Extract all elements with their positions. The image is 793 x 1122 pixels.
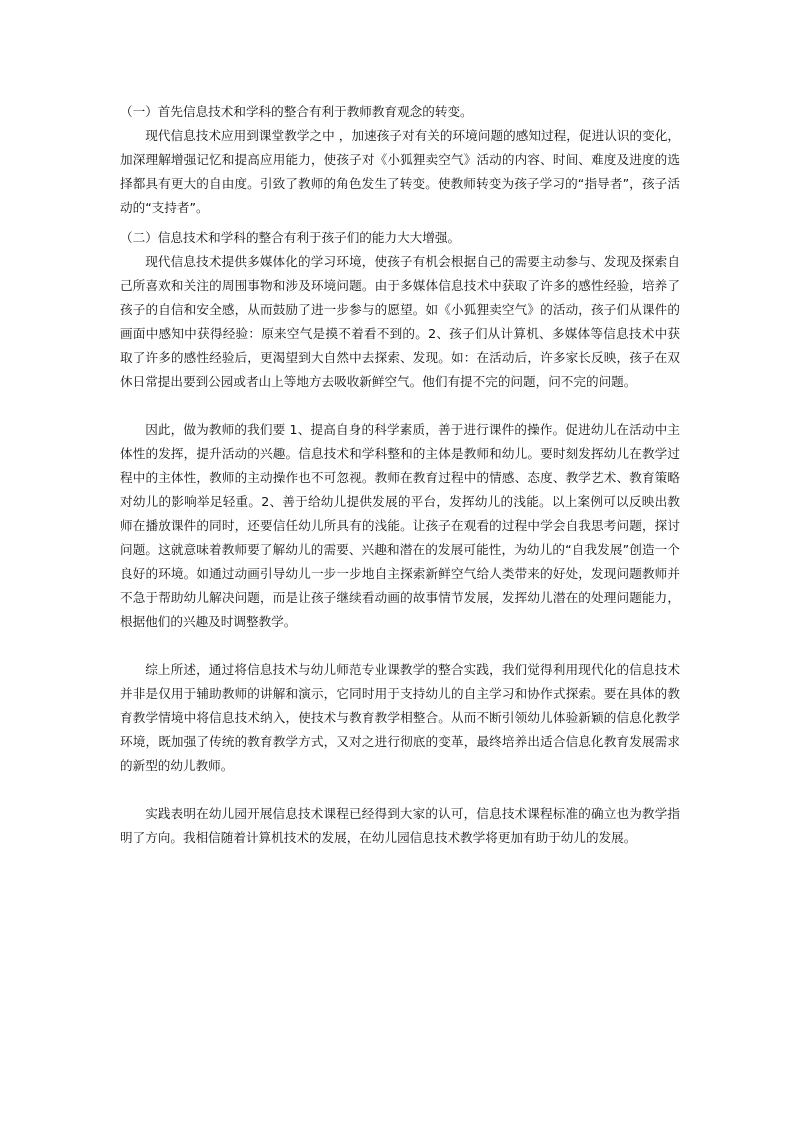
spacer (120, 634, 680, 658)
spacer (120, 778, 680, 802)
paragraph-summary: 综上所述，通过将信息技术与幼儿师范专业课教学的整合实践，我们觉得利用现代化的信息技术并非是仅用于辅助教师的讲解和演示，它同时用于支持幼儿的自主学习和协作式探索。要在具体的教育教学情境中将信息技术纳入，使技术与教育教学相整合。从而不断引领幼儿体验新颖的信息化教学环境，既加强了传统的教育教学方式，又对之进行彻底的变革，最终培养出适合信息化教育发展需求的新型的幼儿教师。 (120, 662, 680, 773)
document-body (120, 100, 680, 850)
section-heading-2: （二）信息技术和学科的整合有利于孩子们的能力大大增强。 (120, 230, 461, 245)
paragraph-conclusion: 实践表明在幼儿园开展信息技术课程已经得到大家的认可，信息技术课程标准的确立也为教学指明了方向。我相信随着计算机技术的发展，在幼儿园信息技术教学将更加有助于幼儿的发展。 (120, 806, 680, 845)
spacer (120, 394, 680, 418)
section-paragraph-1: 现代信息技术应用到课堂教学之中 ，加速孩子对有关的环境问题的感知过程，促进认识的变化，加深理解增强记忆和提高应用能力，使孩子对《小狐狸卖空气》活动的内容、时间、难度及进度的选择都具有更大的自由度。引致了教师的角色发生了转变。使教师转变为孩子学习的“指导者”，孩子活动的“支持者”。 (120, 128, 680, 215)
section-paragraph-2: 现代信息技术提供多媒体化的学习环境，使孩子有机会根据自己的需要主动参与、发现及探索自己所喜欢和关注的周围事物和涉及环境问题。由于多媒体信息技术中获取了许多的感性经验，培养了孩子的自信和安全感，从而鼓励了进一步参与的愿望。如《小狐狸卖空气》的活动，孩子们从课件的画面中感知中获得经验：原来空气是摸不着看不到的。2、孩子们从计算机、多媒体等信息技术中获取了许多的感性经验后，更渴望到大自然中去探索、发现。如：在活动后，许多家长反映，孩子在双休日常提出要到公园或者山上等地方去吸收新鲜空气。他们有提不完的问题，问不完的问题。 (120, 254, 680, 389)
section-heading-1: （一）首先信息技术和学科的整合有利于教师教育观念的转变。 (120, 104, 473, 119)
paragraph-therefore: 因此，做为教师的我们要 1、提高自身的科学素质，善于进行课件的操作。促进幼儿在活动中主体性的发挥，提升活动的兴趣。信息技术和学科整和的主体是教师和幼儿。要时刻发挥幼儿在教学过程中的主体性，教师的主动操作也不可忽视。教师在教育过程中的情感、态度、教学艺术、教育策略对幼儿的影响举足轻重。2、善于给幼儿提供发展的平台，发挥幼儿的浅能。以上案例可以反映出教师在播放课件的同时，还要信任幼儿所具有的浅能。让孩子在观看的过程中学会自我思考问题，探讨问题。这就意味着教师要了解幼儿的需要、兴趣和潜在的发展可能性，为幼儿的“自我发展”创造一个良好的环境。如通过动画引导幼儿一步一步地自主探索新鲜空气给人类带来的好处，发现问题教师并不急于帮助幼儿解决问题，而是让孩子继续看动画的故事情节发展，发挥幼儿潜在的处理问题能力，根据他们的兴趣及时调整教学。 (120, 422, 680, 629)
